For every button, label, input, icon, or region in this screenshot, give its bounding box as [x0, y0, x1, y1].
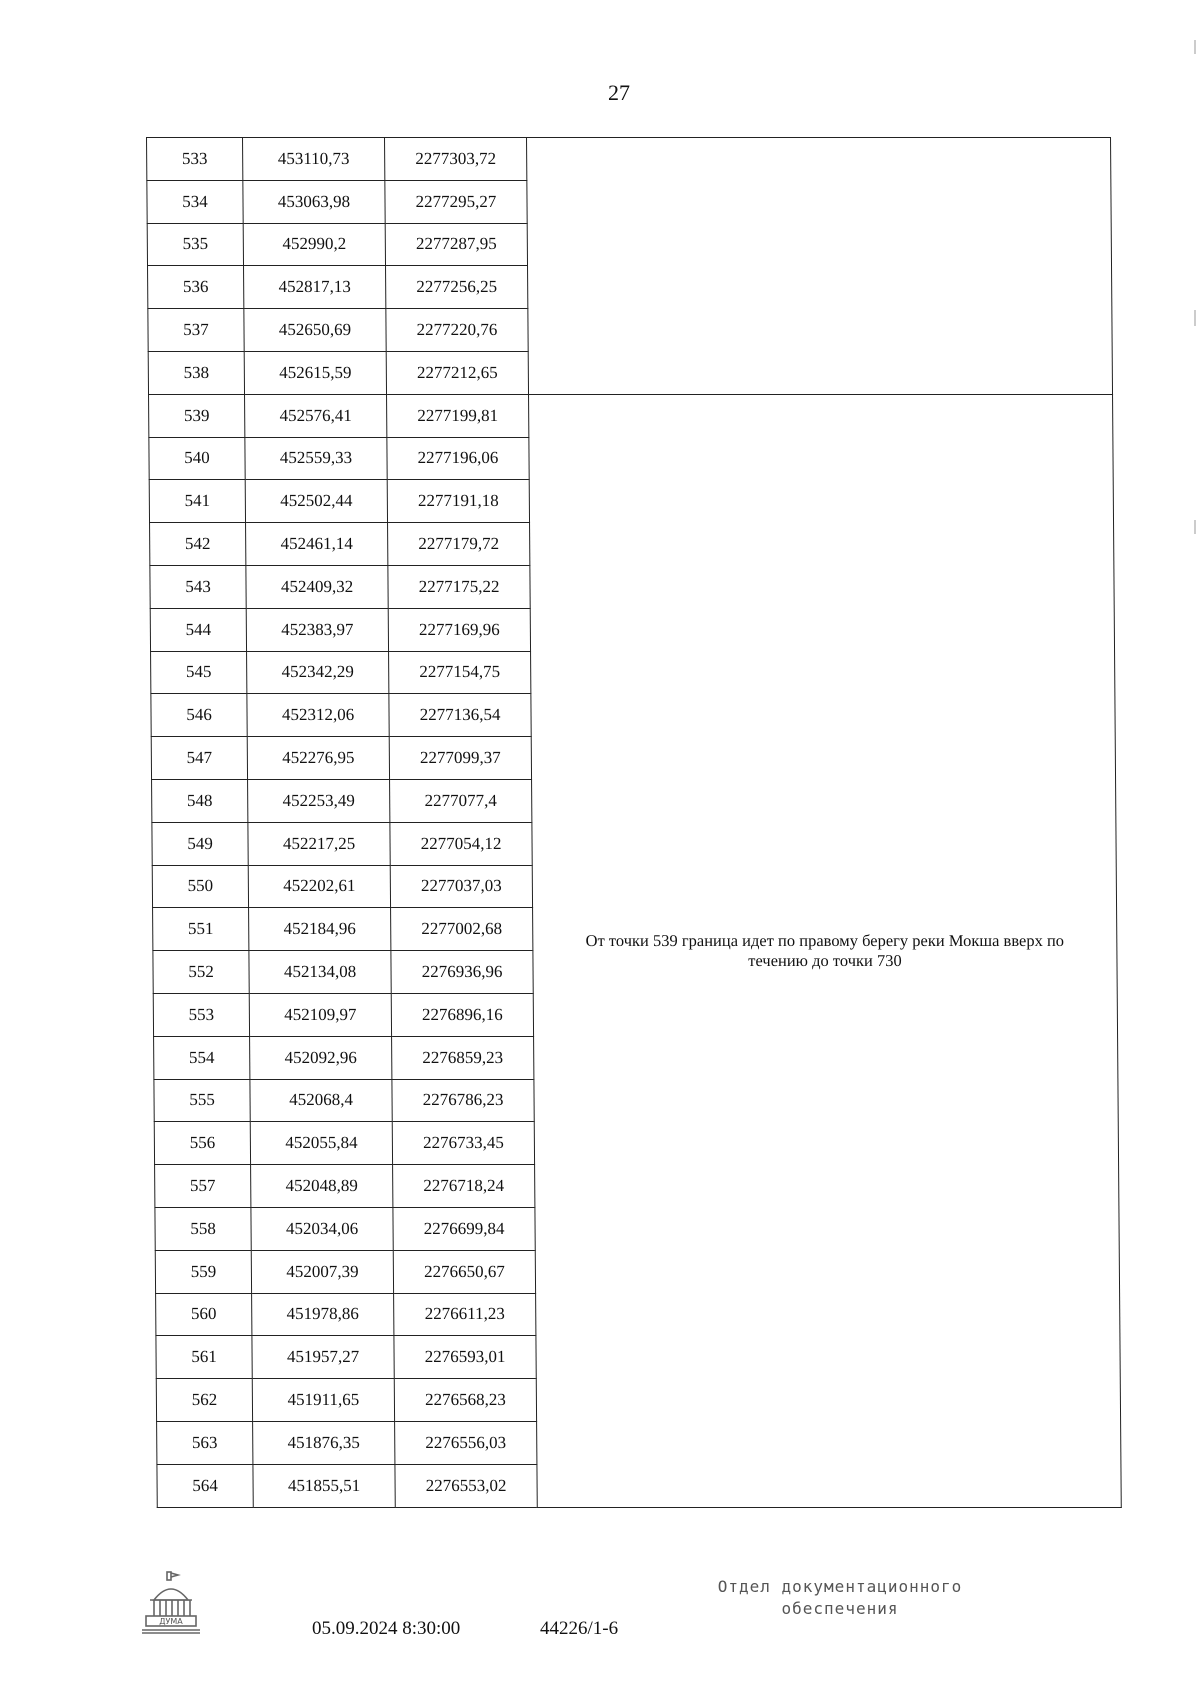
stamp-text: ДУМА — [159, 1617, 183, 1626]
y-coordinate-cell: 2276936,96 — [391, 951, 533, 994]
y-coordinate-cell: 2277295,27 — [385, 180, 527, 223]
duma-emblem-icon — [140, 1570, 202, 1636]
point-number-cell: 536 — [148, 266, 244, 309]
x-coordinate-cell: 452650,69 — [244, 309, 386, 352]
description-cell-lower: От точки 539 граница идет по правому берегу реки Мокша вверх по течению до точки 730 — [529, 394, 1122, 1507]
table-row — [147, 138, 1111, 181]
x-coordinate-cell: 452461,14 — [246, 523, 388, 566]
y-coordinate-cell: 2276718,24 — [393, 1165, 535, 1208]
point-number-cell: 548 — [152, 779, 248, 822]
x-coordinate-cell: 452184,96 — [249, 908, 391, 951]
y-coordinate-cell: 2277136,54 — [389, 694, 531, 737]
x-coordinate-cell: 452092,96 — [250, 1036, 392, 1079]
x-coordinate-cell: 452134,08 — [249, 951, 391, 994]
scan-mark — [1194, 40, 1196, 54]
x-coordinate-cell: 453063,98 — [243, 180, 385, 223]
x-coordinate-cell: 452007,39 — [251, 1250, 393, 1293]
table-row — [149, 394, 1113, 437]
y-coordinate-cell: 2276699,84 — [393, 1207, 535, 1250]
y-coordinate-cell: 2277303,72 — [385, 138, 527, 181]
point-number-cell: 541 — [149, 480, 245, 523]
x-coordinate-cell: 452990,2 — [243, 223, 385, 266]
scan-mark — [1194, 520, 1196, 534]
x-coordinate-cell: 452342,29 — [247, 651, 389, 694]
y-coordinate-cell: 2277169,96 — [388, 608, 530, 651]
x-coordinate-cell: 452217,25 — [248, 822, 390, 865]
y-coordinate-cell: 2277054,12 — [390, 822, 532, 865]
description-cell-upper — [527, 138, 1113, 395]
point-number-cell: 552 — [153, 951, 249, 994]
y-coordinate-cell: 2276786,23 — [392, 1079, 534, 1122]
coordinates-table-body — [147, 138, 1122, 1508]
y-coordinate-cell: 2277287,95 — [385, 223, 527, 266]
footer-doc-number: 44226/1-6 — [540, 1618, 619, 1639]
point-number-cell: 560 — [156, 1293, 252, 1336]
x-coordinate-cell: 452383,97 — [246, 608, 388, 651]
y-coordinate-cell: 2277212,65 — [386, 351, 528, 394]
y-coordinate-cell: 2276556,03 — [395, 1421, 537, 1464]
point-number-cell: 555 — [154, 1079, 250, 1122]
point-number-cell: 551 — [153, 908, 249, 951]
y-coordinate-cell: 2276733,45 — [392, 1122, 534, 1165]
footer-date: 05.09.2024 8:30:00 — [312, 1618, 461, 1639]
y-coordinate-cell: 2276553,02 — [395, 1464, 537, 1507]
x-coordinate-cell: 452202,61 — [248, 865, 390, 908]
y-coordinate-cell: 2277154,75 — [389, 651, 531, 694]
point-number-cell: 563 — [157, 1421, 253, 1464]
scan-mark — [1194, 310, 1196, 326]
point-number-cell: 558 — [155, 1207, 251, 1250]
point-number-cell: 556 — [154, 1122, 250, 1165]
x-coordinate-cell: 452615,59 — [244, 351, 386, 394]
y-coordinate-cell: 2277199,81 — [387, 394, 529, 437]
x-coordinate-cell: 451876,35 — [253, 1421, 395, 1464]
point-number-cell: 550 — [152, 865, 248, 908]
coordinates-table — [146, 137, 1122, 1508]
point-number-cell: 533 — [147, 138, 243, 181]
point-number-cell: 564 — [157, 1464, 253, 1507]
y-coordinate-cell: 2277220,76 — [386, 309, 528, 352]
x-coordinate-cell: 453110,73 — [243, 138, 385, 181]
x-coordinate-cell: 452502,44 — [245, 480, 387, 523]
x-coordinate-cell: 452068,4 — [250, 1079, 392, 1122]
y-coordinate-cell: 2277179,72 — [388, 523, 530, 566]
y-coordinate-cell: 2277002,68 — [391, 908, 533, 951]
department-stamp — [690, 1576, 990, 1620]
y-coordinate-cell: 2277099,37 — [389, 737, 531, 780]
point-number-cell: 562 — [156, 1379, 252, 1422]
y-coordinate-cell: 2276611,23 — [394, 1293, 536, 1336]
point-number-cell: 561 — [156, 1336, 252, 1379]
point-number-cell: 537 — [148, 309, 244, 352]
x-coordinate-cell: 452109,97 — [249, 993, 391, 1036]
point-number-cell: 544 — [150, 608, 246, 651]
point-number-cell: 557 — [155, 1165, 251, 1208]
y-coordinate-cell: 2276568,23 — [394, 1379, 536, 1422]
x-coordinate-cell: 451855,51 — [253, 1464, 395, 1507]
y-coordinate-cell: 2277196,06 — [387, 437, 529, 480]
point-number-cell: 546 — [151, 694, 247, 737]
x-coordinate-cell: 452253,49 — [248, 779, 390, 822]
y-coordinate-cell: 2276896,16 — [391, 993, 533, 1036]
point-number-cell: 539 — [149, 394, 245, 437]
point-number-cell: 538 — [148, 351, 244, 394]
point-number-cell: 542 — [150, 523, 246, 566]
point-number-cell: 559 — [155, 1250, 251, 1293]
y-coordinate-cell: 2277191,18 — [387, 480, 529, 523]
x-coordinate-cell: 452409,32 — [246, 565, 388, 608]
point-number-cell: 553 — [153, 993, 249, 1036]
x-coordinate-cell: 452312,06 — [247, 694, 389, 737]
y-coordinate-cell: 2276859,23 — [392, 1036, 534, 1079]
department-line-2: обеспечения — [781, 1599, 899, 1618]
point-number-cell: 547 — [151, 737, 247, 780]
y-coordinate-cell: 2277175,22 — [388, 565, 530, 608]
point-number-cell: 540 — [149, 437, 245, 480]
x-coordinate-cell: 451978,86 — [252, 1293, 394, 1336]
y-coordinate-cell: 2277077,4 — [390, 779, 532, 822]
x-coordinate-cell: 451957,27 — [252, 1336, 394, 1379]
point-number-cell: 554 — [154, 1036, 250, 1079]
x-coordinate-cell: 452055,84 — [250, 1122, 392, 1165]
point-number-cell: 543 — [150, 565, 246, 608]
x-coordinate-cell: 452034,06 — [251, 1207, 393, 1250]
point-number-cell: 549 — [152, 822, 248, 865]
x-coordinate-cell: 452576,41 — [245, 394, 387, 437]
y-coordinate-cell: 2277256,25 — [386, 266, 528, 309]
point-number-cell: 545 — [151, 651, 247, 694]
x-coordinate-cell: 452559,33 — [245, 437, 387, 480]
y-coordinate-cell: 2276650,67 — [393, 1250, 535, 1293]
y-coordinate-cell: 2277037,03 — [390, 865, 532, 908]
x-coordinate-cell: 451911,65 — [252, 1379, 394, 1422]
department-line-1: Отдел документационного — [717, 1577, 963, 1596]
point-number-cell: 535 — [147, 223, 243, 266]
x-coordinate-cell: 452276,95 — [247, 737, 389, 780]
x-coordinate-cell: 452048,89 — [251, 1165, 393, 1208]
page-number: 27 — [608, 80, 630, 105]
point-number-cell: 534 — [147, 180, 243, 223]
x-coordinate-cell: 452817,13 — [244, 266, 386, 309]
y-coordinate-cell: 2276593,01 — [394, 1336, 536, 1379]
